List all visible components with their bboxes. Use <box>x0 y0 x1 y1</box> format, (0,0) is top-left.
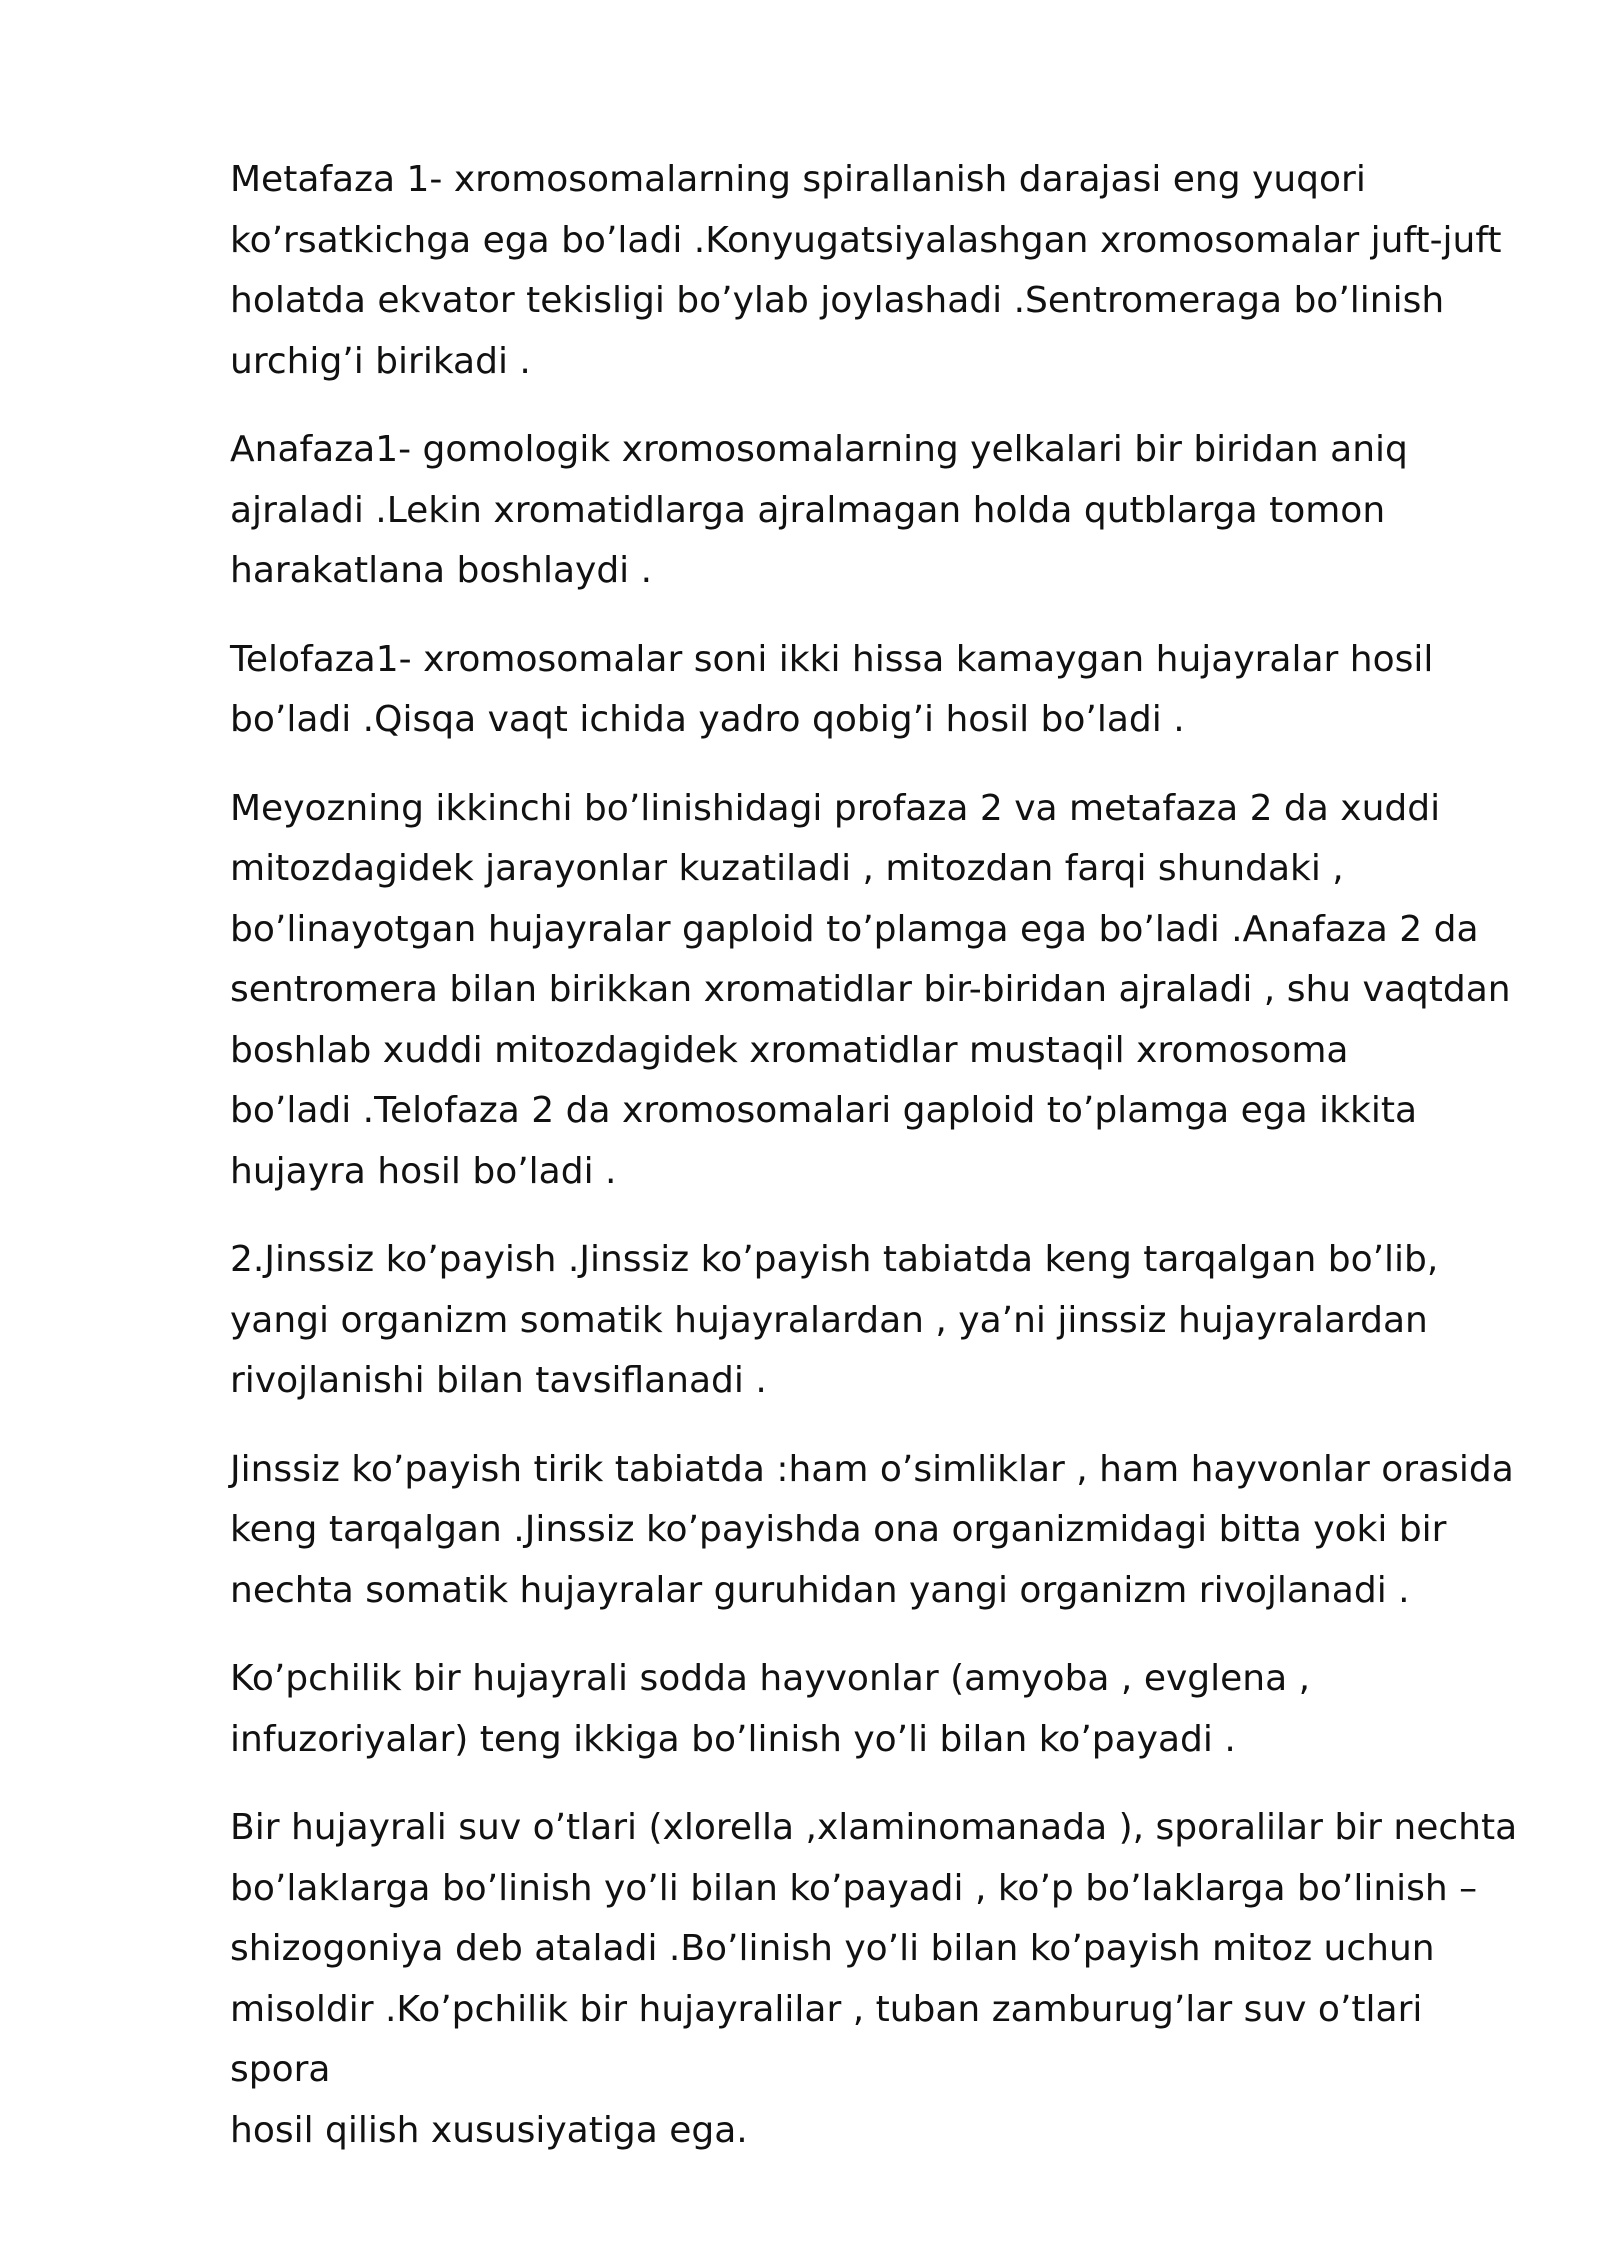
paragraph-metafaza-1: Metafaza 1- xromosomalarning spirallanish darajasi eng yuqori ko’rsatkichga ega bo’ladi .Konyugatsiyalashgan xromosomalar juft-juft holatda ekvator tekisligi bo’ylab joylashadi .Sentromeraga bo’linish urchig’i birikadi . <box>230 159 1502 382</box>
paragraph-kopchilik-bir-hujayrali: Ko’pchilik bir hujayrali sodda hayvonlar (amyoba , evglena , infuzoriyalar) teng ikkiga bo’linish yo’li bilan ko’payadi . <box>230 1658 1311 1760</box>
paragraph-telofaza-1: Telofaza1- xromosomalar soni ikki hissa kamaygan hujayralar hosil bo’ladi .Qisqa vaqt ichida yadro qobig’i hosil bo’ladi . <box>230 638 1434 740</box>
paragraph-jinssiz-kopayish-tabiatda: Jinssiz ko’payish tirik tabiatda :ham o’simliklar , ham hayvonlar orasida keng tarqalgan .Jinssiz ko’payishda ona organizmidagi bitta yoki bir nechta somatik hujayralar guruhidan yangi organizm rivojlanadi . <box>230 1448 1514 1611</box>
document-body <box>230 150 1530 2189</box>
paragraph-bir-hujayrali-suv-otlari: Bir hujayrali suv o’tlari (xlorella ,xlaminomanada ), sporalilar bir nechta bo’laklarga bo’linish yo’li bilan ko’payadi , ko’p bo’laklarga bo’linish – shizogoniya deb ataladi .Bo’linish yo’li bilan ko’payish mitoz uchun misoldir .Ko’pchilik bir hujayralilar , tuban zamburug’lar suv o’tlari spora hosil qilish xususiyatiga ega. <box>230 1807 1518 2151</box>
paragraph-anafaza-1: Anafaza1- gomologik xromosomalarning yelkalari bir biridan aniq ajraladi .Lekin xromatidlarga ajralmagan holda qutblarga tomon harakatlana boshlaydi . <box>230 429 1408 591</box>
paragraph-meyoz-second-division: Meyozning ikkinchi bo’linishidagi profaza 2 va metafaza 2 da xuddi mitozdagidek jarayonlar kuzatiladi , mitozdan farqi shundaki , bo’linayotgan hujayralar gaploid to’plamga ega bo’ladi .Anafaza 2 da sentromera bilan birikkan xromatidlar bir-biridan ajraladi , shu vaqtdan boshlab xuddi mitozdagidek xromatidlar mustaqil xromosoma bo’ladi .Telofaza 2 da xromosomalari gaploid to’plamga ega ikkita hujayra hosil bo’ladi . <box>230 787 1511 1192</box>
paragraph-jinssiz-kopayish: 2.Jinssiz ko’payish .Jinssiz ko’payish tabiatda keng tarqalgan bo’lib, yangi organizm somatik hujayralardan , ya’ni jinssiz hujayralardan rivojlanishi bilan tavsiflanadi . <box>230 1239 1439 1401</box>
